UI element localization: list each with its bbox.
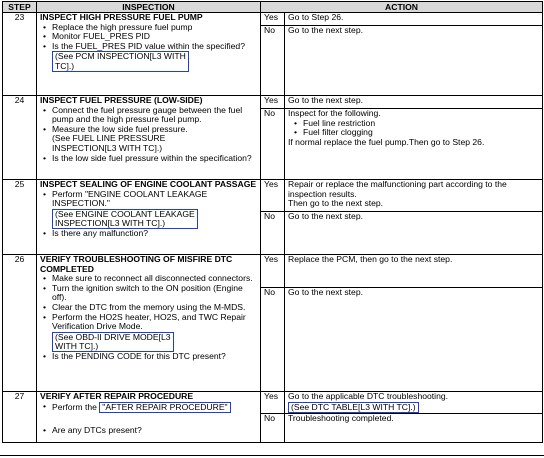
- yes-label: Yes: [261, 13, 285, 26]
- no-action-intro: Inspect for the following.: [288, 108, 381, 118]
- page-bottom-rule: [0, 455, 544, 456]
- yes-action: [285, 392, 543, 414]
- link-line: INSPECTION[L3 WITH TC].): [55, 217, 166, 228]
- step-number: 24: [3, 96, 37, 180]
- blank-space: [40, 413, 257, 426]
- step-number: 23: [3, 13, 37, 96]
- list-item-text: Perform the HO2S heater, HO2S, and TWC Repair Verification Drive Mode.: [52, 311, 246, 332]
- table-header-row: [3, 2, 543, 13]
- step-title: INSPECT FUEL PRESSURE (LOW-SIDE): [40, 95, 203, 105]
- obd-drive-mode-link[interactable]: [52, 332, 174, 352]
- table-row: [3, 13, 543, 26]
- bullet-list: [288, 119, 539, 138]
- diagnostic-table: [2, 1, 543, 443]
- list-item: • Is the PENDING CODE for this DTC present?: [40, 352, 257, 362]
- step-inspection: [37, 13, 261, 96]
- no-action: Go to the next step.: [285, 288, 543, 392]
- step-number: 26: [3, 255, 37, 392]
- bullet-list: [40, 23, 257, 72]
- header-action: ACTION: [261, 2, 543, 13]
- no-label: No: [261, 26, 285, 96]
- yes-action-line: Repair or replace the malfunctioning part according to the inspection results.: [288, 179, 507, 199]
- step-title: VERIFY TROUBLESHOOTING OF MISFIRE DTC COMPLETED: [40, 254, 233, 274]
- table-row: [3, 255, 543, 288]
- yes-action: Go to the next step.: [285, 96, 543, 109]
- yes-label: Yes: [261, 180, 285, 212]
- header-step: STEP: [3, 2, 37, 13]
- step-title: INSPECT HIGH PRESSURE FUEL PUMP: [40, 12, 203, 22]
- yes-label: Yes: [261, 96, 285, 109]
- list-item: • Is there any malfunction?: [40, 229, 257, 239]
- no-action: Troubleshooting completed.: [285, 414, 543, 443]
- list-item: [40, 42, 257, 72]
- list-item: [40, 313, 257, 353]
- link-line: (See ENGINE COOLANT LEAKAGE: [55, 208, 195, 219]
- step-title: VERIFY AFTER REPAIR PROCEDURE: [40, 391, 194, 401]
- table-row: [3, 180, 543, 212]
- header-inspection: INSPECTION: [37, 2, 261, 13]
- bullet-list: [40, 106, 257, 164]
- yes-action: Go to Step 26.: [285, 13, 543, 26]
- no-label: No: [261, 288, 285, 392]
- list-item: • Are any DTCs present?: [40, 426, 257, 436]
- step-number: 27: [3, 392, 37, 443]
- link-line: TC].): [55, 60, 75, 71]
- step-title: INSPECT SEALING OF ENGINE COOLANT PASSAGE: [40, 179, 257, 189]
- table-row: [3, 96, 543, 109]
- list-item: • Monitor FUEL_PRES PID: [40, 32, 257, 42]
- list-item: • Connect the fuel pressure gauge between the fuel pump and the high pressure fuel pump.: [40, 106, 257, 125]
- link-line: WITH TC].): [55, 340, 99, 351]
- no-label: No: [261, 109, 285, 180]
- list-item: • Replace the high pressure fuel pump: [40, 23, 257, 33]
- no-action: Go to the next step.: [285, 26, 543, 96]
- after-repair-procedure-link[interactable]: "AFTER REPAIR PROCEDURE": [99, 402, 230, 413]
- link-line: (See OBD-II DRIVE MODE[L3: [55, 331, 171, 342]
- link-line: (See PCM INSPECTION[L3 WITH: [55, 51, 186, 62]
- list-item: • Fuel filter clogging: [288, 128, 539, 138]
- no-action: Go to the next step.: [285, 212, 543, 255]
- step-number: 25: [3, 180, 37, 255]
- yes-action-line: Then go to the next step.: [288, 198, 384, 209]
- reference-line: (See FUEL LINE PRESSURE: [52, 133, 166, 144]
- yes-label: Yes: [261, 255, 285, 288]
- bullet-list: [40, 426, 257, 436]
- dtc-table-link[interactable]: (See DTC TABLE[L3 WITH TC].): [288, 402, 419, 413]
- no-label: No: [261, 212, 285, 255]
- list-item: • Fuel line restriction: [288, 119, 539, 129]
- list-item-text: Measure the low side fuel pressure.: [52, 123, 188, 134]
- list-item-text: Is the FUEL_PRES PID value within the specified?: [52, 40, 245, 51]
- step-inspection: [37, 180, 261, 255]
- table-row: [3, 392, 543, 414]
- yes-action: [285, 180, 543, 212]
- list-item: [40, 190, 257, 230]
- yes-action-line: Go to the applicable DTC troubleshooting.: [288, 391, 449, 401]
- step-inspection: [37, 255, 261, 392]
- reference-line: INSPECTION[L3 WITH TC].): [52, 142, 163, 153]
- list-item: • Make sure to reconnect all disconnected connectors.: [40, 274, 257, 284]
- coolant-leakage-link[interactable]: [52, 209, 198, 229]
- list-item: • Turn the ignition switch to the ON position (Engine off).: [40, 284, 257, 303]
- bullet-list: [40, 190, 257, 239]
- step-inspection: [37, 392, 261, 443]
- bullet-list: [40, 402, 257, 413]
- no-label: No: [261, 414, 285, 443]
- list-item: [40, 402, 257, 413]
- pcm-inspection-link[interactable]: [52, 51, 189, 71]
- list-item: [40, 125, 257, 154]
- no-action: [285, 109, 543, 180]
- no-action-outro: If normal replace the fuel pump.Then go to Step 26.: [288, 136, 485, 147]
- list-item: • Clear the DTC from the memory using the M-MDS.: [40, 303, 257, 313]
- list-item: • Is the low side fuel pressure within the specification?: [40, 154, 257, 164]
- list-item-text: Perform the: [52, 401, 97, 412]
- bullet-list: [40, 274, 257, 362]
- yes-action: Replace the PCM, then go to the next step.: [285, 255, 543, 288]
- step-inspection: [37, 96, 261, 180]
- yes-label: Yes: [261, 392, 285, 414]
- list-item-text: Perform "ENGINE COOLANT LEAKAGE INSPECTION.": [52, 188, 208, 209]
